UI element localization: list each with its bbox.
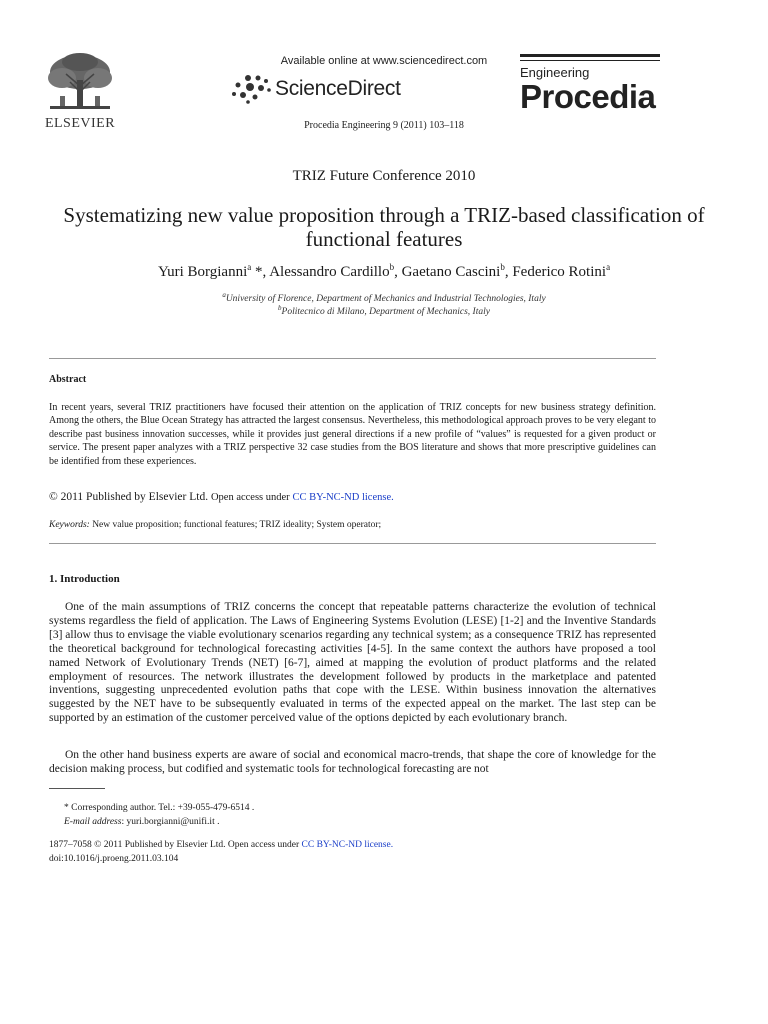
procedia-wordmark: Procedia (520, 78, 656, 115)
author: Federico Rotini$^a$ (512, 262, 611, 280)
footnote-email: E-mail address: yuri.borgianni@unifi.it . (64, 817, 220, 827)
divider (49, 358, 656, 359)
author: Alessandro Cardillo$^b$, (269, 262, 402, 280)
procedia-rule-thin (520, 60, 660, 61)
doi: doi:10.1016/j.proeng.2011.03.104 (49, 854, 179, 864)
sciencedirect-wordmark: ScienceDirect (275, 77, 401, 100)
author: Gaetano Cascini$^b$, (401, 262, 513, 280)
procedia-series: Engineering (520, 65, 590, 80)
sciencedirect-dots-icon (228, 73, 274, 105)
procedia-rule-thick (520, 54, 660, 57)
abstract-heading: Abstract (49, 374, 87, 385)
conference-name: TRIZ Future Conference 2010 (292, 168, 476, 184)
affiliation: $^a$University of Florence, Department of Mechanics and Industrial Technologies, Italy (222, 291, 546, 305)
license-link[interactable]: CC BY-NC-ND license. (301, 840, 394, 850)
paper-title: Systematizing new value proposition through a TRIZ-based classification of functional features (63, 203, 705, 251)
sciencedirect-logo (228, 72, 401, 106)
keywords: Keywords: New value proposition; functional features; TRIZ ideality; System operator; (49, 520, 382, 530)
elsevier-wordmark: ELSEVIER (44, 116, 116, 131)
author: Yuri Borgianni$^a$ *, (157, 262, 270, 280)
author-list (0, 262, 768, 281)
journal-reference: Procedia Engineering 9 (2011) 103–118 (304, 120, 464, 131)
copyright-line: © 2011 Published by Elsevier Ltd. Open access under CC BY-NC-ND license. (49, 491, 394, 503)
affiliation: $^b$Politecnico di Milano, Department of Mechanics, Italy (278, 304, 490, 318)
abstract-body: In recent years, several TRIZ practitioners have focused their attention on the application of TRIZ concepts for new business strategy definition. Among the others, the Blue Ocean Strategy has attracted the largest consensus. Nevertheless, this methodological approach proves to be very elegant to describe past business innovation successes, while it provides just general directions if a new profile of “values” is requested for a given product or service. The present paper analyzes with a TRIZ perspective 32 case studies from the BOS literature and shows that more prescriptive guidelines can be identified from these experiences. (49, 402, 656, 467)
paragraph: One of the main assumptions of TRIZ concerns the concept that repeatable patterns characterize the evolution of technical systems regardless the field of application. The Laws of Engineering Systems Evolution (LESE) [1-2] and the Inventive Standards [3] allow thus to envisage the viable evolutionary scenarios regarding any technical system; as a consequence TRIZ has represented the theoretical background for technological forecasting activities [4-5]. In the same context the authors have proposed a tool named Network of Evolutionary Trends (NET) [6-7], aimed at mapping the evolution of product platforms and the related employment of resources. The network illustrates the development followed by products in the marketplace and patented inventions, suggesting unprecedented evolution paths that cope with the LESE. Within business innovation the alternatives suggested by the NET have to be subsequently evaluated in terms of the expected appeal on the market. The last step can be supported by an estimation of the customer perceived value of the options depicted by each evolutionary branch. (49, 601, 656, 725)
available-online-text: Available online at www.sciencedirect.com (280, 55, 488, 67)
divider (49, 543, 656, 544)
license-link[interactable]: CC BY-NC-ND license. (292, 492, 394, 503)
paragraph: On the other hand business experts are aware of social and economical macro-trends, that shape the core of knowledge for the decision making process, but codified and systematic tools for technological forecasting are not (49, 749, 656, 775)
procedia-logo (520, 54, 660, 114)
footnote-divider (49, 788, 105, 789)
footnote-corresponding-author: * Corresponding author. Tel.: +39-055-479-6514 . (64, 803, 255, 813)
issn-line: 1877–7058 © 2011 Published by Elsevier Ltd. Open access under CC BY-NC-ND license. (49, 840, 394, 850)
section-heading: 1. Introduction (49, 573, 120, 585)
